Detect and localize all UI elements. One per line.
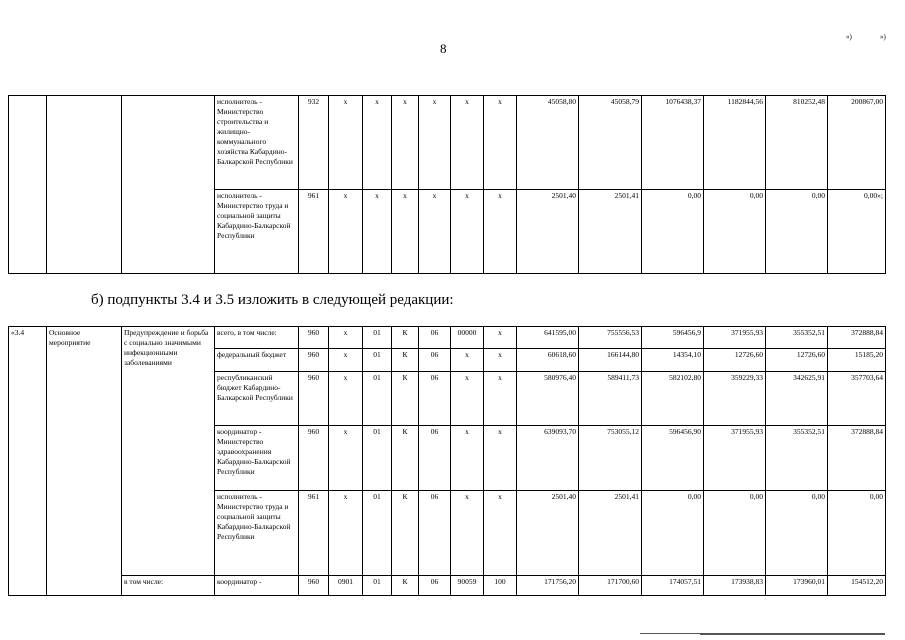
value-cell: 45058,79	[579, 96, 642, 190]
footer-rule	[700, 633, 885, 635]
code-cell: К	[392, 491, 419, 576]
code-cell: 06	[419, 327, 451, 349]
code-cell: х	[451, 190, 484, 274]
value-cell: 154512,20	[828, 576, 886, 596]
table-cell	[122, 96, 215, 274]
code-cell: х	[363, 190, 392, 274]
value-cell: 0,00	[704, 190, 766, 274]
value-cell: 0,00	[766, 491, 828, 576]
value-cell: 0,00	[642, 491, 704, 576]
value-cell: 0,00	[642, 190, 704, 274]
executor-cell: всего, в том числе:	[215, 327, 299, 349]
value-cell: 12726,60	[766, 349, 828, 372]
value-cell: 173938,83	[704, 576, 766, 596]
value-cell: 359229,33	[704, 372, 766, 426]
code-cell: х	[329, 349, 363, 372]
value-cell: 596456,9	[642, 327, 704, 349]
page-number: 8	[440, 41, 447, 56]
table-cell	[9, 96, 47, 274]
value-cell: 60618,60	[517, 349, 579, 372]
value-cell: 0,00	[704, 491, 766, 576]
value-cell: 755556,53	[579, 327, 642, 349]
value-cell: 200867,00	[828, 96, 886, 190]
code-cell: 90059	[451, 576, 484, 596]
value-cell: 371955,93	[704, 327, 766, 349]
code-cell: х	[329, 190, 363, 274]
code-cell: х	[329, 327, 363, 349]
executor-cell: координатор -	[215, 576, 299, 596]
code-cell: х	[419, 190, 451, 274]
code-cell: х	[329, 96, 363, 190]
corner-mark: «)	[846, 33, 852, 41]
grbs-cell: 960	[299, 426, 329, 491]
code-cell: 100	[484, 576, 517, 596]
executor-cell: республиканский бюджет Кабардино-Балкарской Республики	[215, 372, 299, 426]
value-cell: 173960,01	[766, 576, 828, 596]
table-cell	[47, 96, 122, 274]
code-cell: х	[392, 96, 419, 190]
value-cell: 596456,90	[642, 426, 704, 491]
grbs-cell: 961	[299, 491, 329, 576]
executor-cell: исполнитель - Министерство труда и социальной защиты Кабардино-Балкарской Республики	[215, 190, 299, 274]
item-type-cell: Основное мероприятие	[47, 327, 122, 596]
code-cell: К	[392, 327, 419, 349]
corner-mark: »)	[880, 33, 886, 41]
code-cell: х	[363, 96, 392, 190]
value-cell: 2501,40	[517, 190, 579, 274]
code-cell: 06	[419, 349, 451, 372]
item-name-cell: в том числе:	[122, 576, 215, 596]
code-cell: 06	[419, 491, 451, 576]
executor-cell: исполнитель - Министерство труда и социальной защиты Кабардино-Балкарской Республики	[215, 491, 299, 576]
code-cell: х	[451, 96, 484, 190]
code-cell: х	[484, 327, 517, 349]
table-row	[9, 576, 886, 596]
code-cell: К	[392, 372, 419, 426]
code-cell: 01	[363, 491, 392, 576]
table-row	[9, 96, 886, 190]
section-heading: б) подпункты 3.4 и 3.5 изложить в следующей редакции:	[91, 292, 454, 308]
value-cell: 372888,84	[828, 426, 886, 491]
value-cell: 2501,41	[579, 491, 642, 576]
code-cell: К	[392, 426, 419, 491]
grbs-cell: 932	[299, 96, 329, 190]
code-cell: х	[484, 96, 517, 190]
budget-table-3-4	[8, 326, 886, 596]
grbs-cell: 960	[299, 372, 329, 426]
value-cell: 355352,51	[766, 426, 828, 491]
value-cell: 15185,20	[828, 349, 886, 372]
code-cell: х	[484, 491, 517, 576]
item-number-cell: «3.4	[9, 327, 47, 596]
executor-cell: исполнитель - Министерство строительства и жилищно-коммунального хозяйства Кабардино-Балкарской Республики	[215, 96, 299, 190]
code-cell: 01	[363, 327, 392, 349]
value-cell: 810252,48	[766, 96, 828, 190]
value-cell: 171700,60	[579, 576, 642, 596]
value-cell: 753055,12	[579, 426, 642, 491]
value-cell: 580976,40	[517, 372, 579, 426]
code-cell: х	[484, 349, 517, 372]
code-cell: х	[329, 426, 363, 491]
code-cell: К	[392, 576, 419, 596]
code-cell: х	[392, 190, 419, 274]
footer-rule	[640, 633, 700, 634]
budget-table-continuation	[8, 95, 886, 274]
value-cell: 166144,80	[579, 349, 642, 372]
code-cell: 06	[419, 426, 451, 491]
value-cell: 1182844,56	[704, 96, 766, 190]
code-cell: х	[484, 372, 517, 426]
code-cell: 0901	[329, 576, 363, 596]
grbs-cell: 960	[299, 576, 329, 596]
code-cell: х	[329, 372, 363, 426]
value-cell: 0,00	[828, 491, 886, 576]
code-cell: 01	[363, 426, 392, 491]
item-name-cell: Предупреждение и борьба с социально значимыми инфекционными заболеваниями	[122, 327, 215, 576]
code-cell: 06	[419, 372, 451, 426]
code-cell: 01	[363, 576, 392, 596]
value-cell: 0,00	[766, 190, 828, 274]
value-cell: 371955,93	[704, 426, 766, 491]
value-cell: 582102,80	[642, 372, 704, 426]
executor-cell: координатор - Министерство здравоохранения Кабардино-Балкарской Республики	[215, 426, 299, 491]
value-cell: 589411,73	[579, 372, 642, 426]
code-cell: 01	[363, 349, 392, 372]
value-cell: 372888,84	[828, 327, 886, 349]
value-cell: 0,00»;	[828, 190, 886, 274]
grbs-cell: 961	[299, 190, 329, 274]
value-cell: 355352,51	[766, 327, 828, 349]
code-cell: х	[451, 372, 484, 426]
value-cell: 12726,60	[704, 349, 766, 372]
code-cell: х	[484, 426, 517, 491]
grbs-cell: 960	[299, 327, 329, 349]
value-cell: 342625,91	[766, 372, 828, 426]
value-cell: 357703,64	[828, 372, 886, 426]
table-row	[9, 327, 886, 349]
code-cell: 00000	[451, 327, 484, 349]
grbs-cell: 960	[299, 349, 329, 372]
value-cell: 45058,80	[517, 96, 579, 190]
code-cell: х	[451, 349, 484, 372]
value-cell: 174057,51	[642, 576, 704, 596]
value-cell: 14354,10	[642, 349, 704, 372]
value-cell: 2501,41	[579, 190, 642, 274]
code-cell: 01	[363, 372, 392, 426]
code-cell: 06	[419, 576, 451, 596]
code-cell: х	[484, 190, 517, 274]
code-cell: х	[329, 491, 363, 576]
code-cell: х	[419, 96, 451, 190]
value-cell: 171756,20	[517, 576, 579, 596]
code-cell: К	[392, 349, 419, 372]
value-cell: 641595,00	[517, 327, 579, 349]
code-cell: х	[451, 491, 484, 576]
value-cell: 2501,40	[517, 491, 579, 576]
executor-cell: федеральный бюджет	[215, 349, 299, 372]
code-cell: х	[451, 426, 484, 491]
value-cell: 1076438,37	[642, 96, 704, 190]
value-cell: 639093,70	[517, 426, 579, 491]
